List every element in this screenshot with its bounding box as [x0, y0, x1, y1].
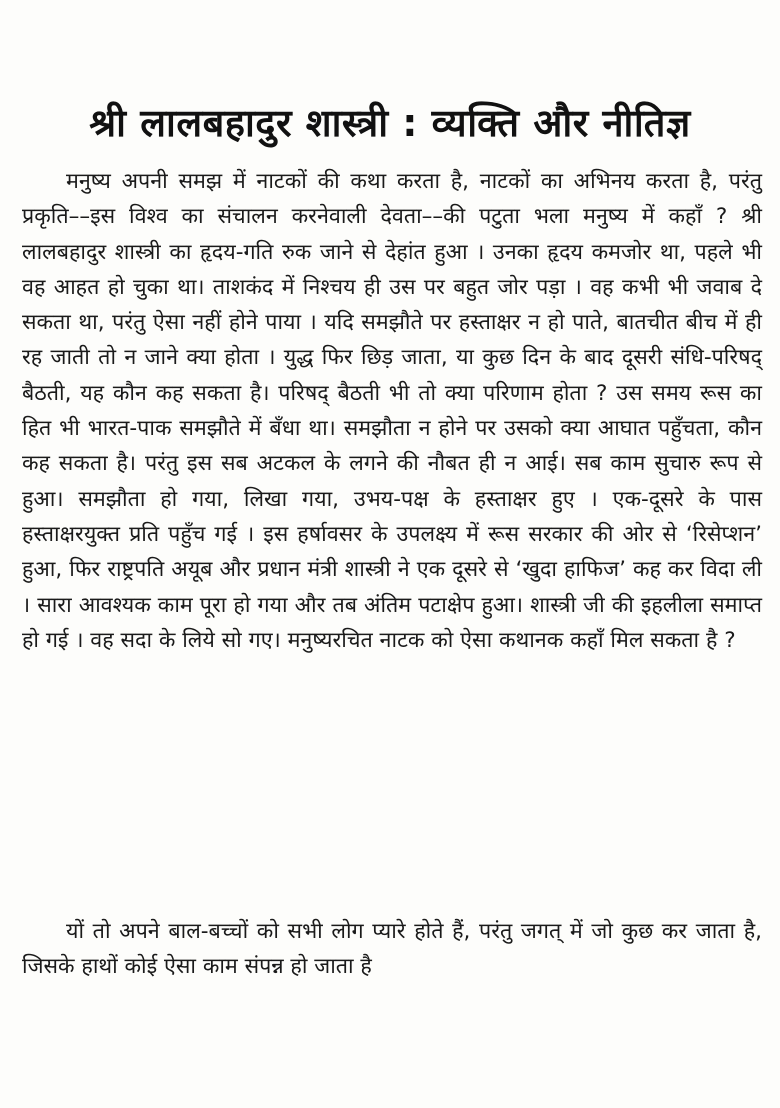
- paragraph-1: मनुष्य अपनी समझ में नाटकों की कथा करता है, नाटकों का अभिनय करता है, परंतु प्रकृति––इस विश्व का संचालन करनेवाली देवता––की पटुता भला मनुष्य में कहाँ ? श्री लालबहादुर शास्त्री का हृदय-गति रुक जाने से देहांत हुआ । उनका हृदय कमजोर था, पहले भी वह आहत हो चुका था। ताशकंद में निश्चय ही उस पर बहुत जोर पड़ा । वह कभी भी जवाब दे सकता था, परंतु ऐसा नहीं होने पाया । यदि समझौते पर हस्ताक्षर न हो पाते, बातचीत बीच में ही रह जाती तो न जाने क्या होता । युद्ध फिर छिड़ जाता, या कुछ दिन के बाद दूसरी संधि-परिषद् बैठती, यह कौन कह सकता है। परिषद् बैठती भी तो क्या परिणाम होता ? उस समय रूस का हित भी भारत-पाक समझौते में बँधा था। समझौता न होने पर उसको क्या आघात पहुँचता, कौन कह सकता है। परंतु इस सब अटकल के लगने की नौबत ही न आई। सब काम सुचारु रूप से हुआ। समझौता हो गया, लिखा गया, उभय-पक्ष के हस्ताक्षर हुए । एक-दूसरे के पास हस्ताक्षरयुक्त प्रति पहुँच गई । इस हर्षावसर के उपलक्ष्य में रूस सरकार की ओर से ‘रिसेप्शन’ हुआ, फिर राष्ट्रपति अयूब और प्रधान मंत्री शास्त्री ने एक दूसरे से ‘खुदा हाफिज’ कह कर विदा ली । सारा आवश्यक काम पूरा हो गया और तब अंतिम पटाक्षेप हुआ। शास्त्री जी की इहलीला समाप्त हो गई । वह सदा के लिये सो गए। मनुष्यरचित नाटक को ऐसा कथानक कहाँ मिल सकता है ?: [22, 169, 762, 653]
- chapter-title: श्री लालबहादुर शास्त्री : व्यक्ति और नीतिज्ञ: [89, 101, 691, 146]
- paragraph-2: यों तो अपने बाल-बच्चों को सभी लोग प्यारे होते हैं, परंतु जगत् में जो कुछ कर जाता है, जिसके हाथों कोई ऐसा काम संपन्न हो जाता है: [22, 919, 762, 980]
